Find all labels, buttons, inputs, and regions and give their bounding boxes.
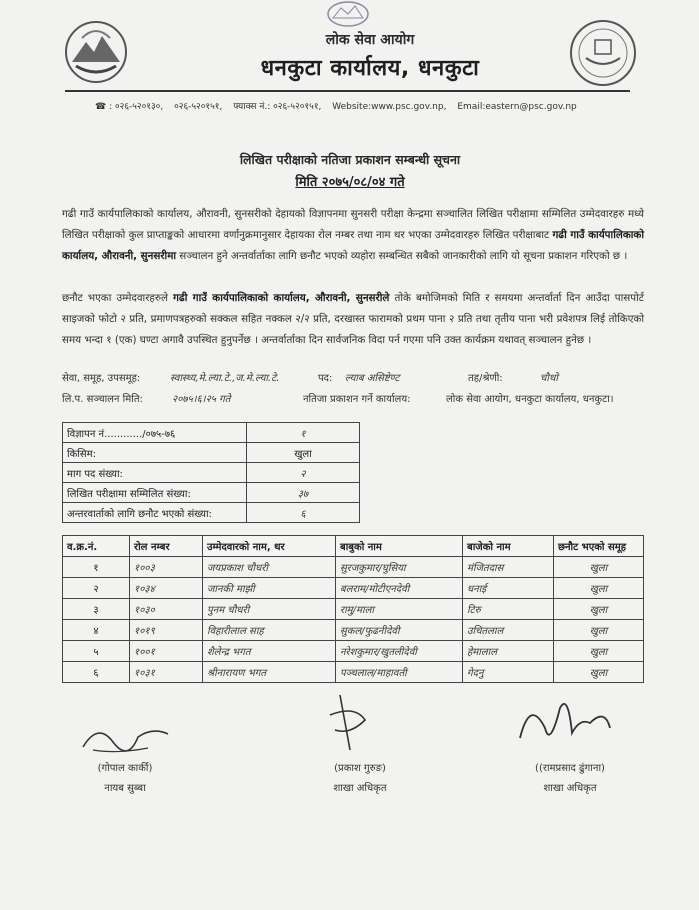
summary-label: अन्तरवार्ताको लागि छनौट भएको संख्या: xyxy=(63,503,247,523)
cell-group: खुला xyxy=(554,557,644,578)
cell-roll: १०३१ xyxy=(130,662,203,683)
table-row xyxy=(63,662,644,683)
col-header-roll: रोल नम्बर xyxy=(130,536,203,557)
summary-value: खुला xyxy=(247,443,360,463)
signature-3-title: शाखा अधिकृत xyxy=(543,783,597,794)
signature-1-title: नायब सुब्बा xyxy=(104,783,146,794)
cell-roll: १०३४ xyxy=(130,578,203,599)
table-row xyxy=(63,557,644,578)
summary-label: विज्ञापन नं............/०७५-७६ xyxy=(63,423,247,443)
cell-name: शैलेन्द्र भगत xyxy=(203,641,336,662)
summary-row xyxy=(63,443,360,463)
summary-row xyxy=(63,503,360,523)
cell-sn: ४ xyxy=(63,620,130,641)
result-office-label: नतिजा प्रकाशन गर्ने कार्यालय: xyxy=(303,394,411,405)
summary-label: माग पद संख्या: xyxy=(63,463,247,483)
cell-sn: ५ xyxy=(63,641,130,662)
cell-father: रामु/माला xyxy=(336,599,463,620)
summary-value: १ xyxy=(247,423,360,443)
paragraph-1-text-c: सञ्चालन हुने अन्तर्वार्ताका लागि छनौट भएको व्यहोरा सम्बन्धित सबैको जानकारीको लागि यो सूचना प्रकाशन गरिएको छ । xyxy=(176,250,628,262)
cell-roll: १०३० xyxy=(130,599,203,620)
results-table xyxy=(62,535,644,683)
post-label: पद: xyxy=(318,373,333,384)
fax-text: फ्याक्स नं.: ०२६-५२०१५१, xyxy=(233,102,322,112)
signature-2-mark xyxy=(310,690,390,760)
table-row xyxy=(63,578,644,599)
cell-name: पुनम चौधरी xyxy=(203,599,336,620)
cell-name: जयप्रकाश चौधरी xyxy=(203,557,336,578)
exam-date-label: लि.प. सञ्चालन मिति: xyxy=(62,394,143,405)
cell-father: नरेशकुमार/खुतलीदेवी xyxy=(336,641,463,662)
national-emblem-watermark xyxy=(325,0,371,28)
table-row xyxy=(63,620,644,641)
cell-father: पञ्चलाल/माहावती xyxy=(336,662,463,683)
col-header-group: छनौट भएको समूह xyxy=(554,536,644,557)
header-divider xyxy=(65,90,630,92)
website-text: Website:www.psc.gov.np, xyxy=(332,102,447,112)
col-header-sn: व.क्र.नं. xyxy=(63,536,130,557)
summary-row xyxy=(63,483,360,503)
office-name: धनकुटा कार्यालय, धनकुटा xyxy=(260,56,480,81)
signature-1-name: (गोपाल कार्की) xyxy=(97,763,153,774)
paragraph-1 xyxy=(62,204,644,267)
cell-grandfather: टिरु xyxy=(463,599,554,620)
signature-3 xyxy=(500,760,640,794)
exam-date-value: २०७५।६।२५ गते xyxy=(172,394,231,405)
paragraph-2-bold: गढी गाउँ कार्यपालिकाको कार्यालय, औरावनी, सुनसरीले xyxy=(173,292,390,304)
summary-value: २ xyxy=(247,463,360,483)
summary-label: किसिम: xyxy=(63,443,247,463)
cell-sn: ६ xyxy=(63,662,130,683)
paragraph-1-text-a: गढी गाउँ कार्यपालिकाको कार्यालय, औरावनी, सुनसरीको देहायको विज्ञापनमा सुनसरी परीक्षा केन्द्रमा सञ्चालित लिखित परीक्षामा सम्मिलित उम्मेदवारहरु मध्ये लिखित परीक्षाको कुल प्राप्ताङ्कको आधारमा वर्णानुक्रमानुसार देहायका रोल नम्बर तथा नाम थर भएका उम्मेदवारहरु लिखित परीक्षाबाट xyxy=(62,208,644,241)
summary-row xyxy=(63,463,360,483)
cell-sn: १ xyxy=(63,557,130,578)
cell-name: जानकी माझी xyxy=(203,578,336,599)
summary-value: ३७ xyxy=(247,483,360,503)
cell-name: विहारीलाल साह xyxy=(203,620,336,641)
level-label: तह/श्रेणी: xyxy=(468,373,503,384)
notice-title: लिखित परीक्षाको नतिजा प्रकाशन सम्बन्धी सूचना xyxy=(239,152,461,167)
cell-father: सुरजकुमार/घुसिया xyxy=(336,557,463,578)
signature-2-title: शाखा अधिकृत xyxy=(333,783,387,794)
cell-roll: १०१९ xyxy=(130,620,203,641)
phone-text: ☎ : ०२६-५२०१३०, xyxy=(95,102,164,112)
cell-grandfather: उचितलाल xyxy=(463,620,554,641)
col-header-grandfather: बाजेको नाम xyxy=(463,536,554,557)
signature-2-name: (प्रकाश गुरुङ) xyxy=(334,763,386,774)
signature-3-name: ((रामप्रसाद ढुंगाना) xyxy=(535,763,605,774)
cell-roll: १००३ xyxy=(130,557,203,578)
nepal-emblem-logo xyxy=(62,18,130,86)
cell-father: बलराम/मोटीएनदेवी xyxy=(336,578,463,599)
result-office-value: लोक सेवा आयोग, धनकुटा कार्यालय, धनकुटा। xyxy=(446,394,614,405)
phone-2-text: ०२६-५२०१५१, xyxy=(174,102,223,112)
results-header-row xyxy=(63,536,644,557)
email-text: Email:eastern@psc.gov.np xyxy=(457,102,577,112)
cell-sn: २ xyxy=(63,578,130,599)
cell-group: खुला xyxy=(554,662,644,683)
col-header-father: बाबुको नाम xyxy=(336,536,463,557)
signature-1-mark xyxy=(78,712,178,762)
paragraph-2-text-a: छनौट भएका उम्मेदवारहरुले xyxy=(62,292,174,304)
cell-group: खुला xyxy=(554,620,644,641)
cell-grandfather: हेमालाल xyxy=(463,641,554,662)
level-value: चौथो xyxy=(540,373,558,384)
summary-label: लिखित परीक्षामा सम्मिलित संख्या: xyxy=(63,483,247,503)
summary-row xyxy=(63,423,360,443)
psc-seal-logo xyxy=(568,18,638,88)
cell-roll: १००१ xyxy=(130,641,203,662)
cell-grandfather: धनाई xyxy=(463,578,554,599)
post-value: ल्याब असिष्टेण्ट xyxy=(345,373,400,384)
paragraph-1-bold: गढी गाउँ कार्यपालिकाको कार्यालय, औरावनी, सुनसरीमा xyxy=(62,229,644,262)
signature-3-mark xyxy=(510,688,620,760)
cell-grandfather: गेदनु xyxy=(463,662,554,683)
contact-line xyxy=(95,99,655,112)
summary-value: ६ xyxy=(247,503,360,523)
summary-table xyxy=(62,422,360,523)
cell-grandfather: मंजितदास xyxy=(463,557,554,578)
col-header-name: उम्मेदवारको नाम, थर xyxy=(203,536,336,557)
notice-date-text: मिति २०७५/०८/०४ गते xyxy=(295,175,405,190)
cell-father: सुकल/फुढनीदेवी xyxy=(336,620,463,641)
signature-2 xyxy=(290,760,430,794)
paragraph-2-text-c: तोके बमोजिमको मिति र समयमा अन्तर्वार्ता दिन आउँदा पासपोर्ट साइजको फोटो २ प्रति, प्रमाणपत्रहरुको सक्कल सहित नक्कल २/२ प्रति, दरखास्त फारामको प्रथम पाना २ प्रति तथा तृतीय पाना भरी प्रवेशपत्र लिई तोकिएको समय भन्दा १ (एक) घण्टा अगावै उपस्थित हुनुपर्नेछ । अन्तर्वार्ताका दिन सार्वजनिक विदा पर्न गएमा पनि उक्त कार्यक्रम यथावत् सञ्चालन हुनेछ । xyxy=(62,292,644,346)
cell-sn: ३ xyxy=(63,599,130,620)
table-row xyxy=(63,641,644,662)
service-value: स्वास्थ्य,मे.ल्या.टे.,ज.मे.ल्या.टे. xyxy=(170,373,280,384)
service-label: सेवा, समूह, उपसमूह: xyxy=(62,373,141,384)
cell-name: श्रीनारायण भगत xyxy=(203,662,336,683)
cell-group: खुला xyxy=(554,578,644,599)
table-row xyxy=(63,599,644,620)
paragraph-2 xyxy=(62,288,644,351)
org-name: लोक सेवा आयोग xyxy=(325,32,415,48)
notice-date xyxy=(200,172,500,190)
signature-1 xyxy=(55,760,195,794)
cell-group: खुला xyxy=(554,641,644,662)
cell-group: खुला xyxy=(554,599,644,620)
